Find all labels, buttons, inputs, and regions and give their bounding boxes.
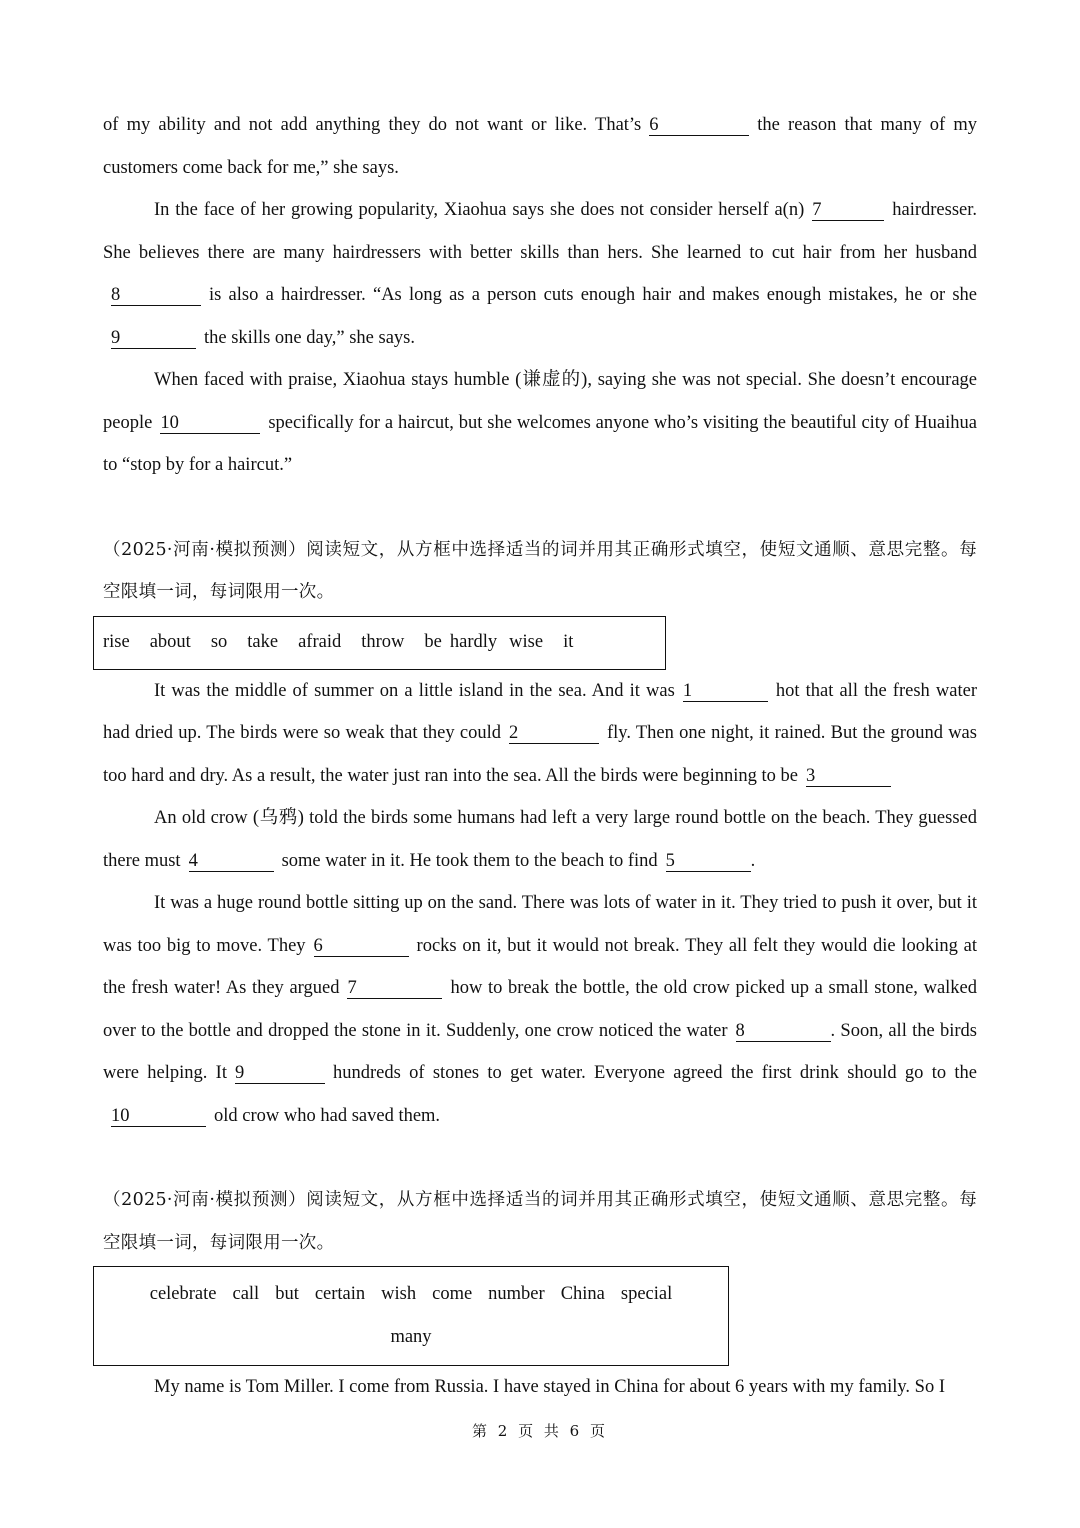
blank-4[interactable]: 4 (189, 851, 274, 872)
text: In the face of her growing popularity, Xiaohua says she does not consider herself a(n) (154, 200, 805, 220)
word-option: celebrate (149, 1284, 217, 1304)
blank-6[interactable]: 6 (314, 936, 409, 957)
text: old crow who had saved them. (214, 1105, 441, 1126)
question2-paragraph-3 (103, 882, 977, 1137)
word-option: but (275, 1284, 299, 1304)
blank-8[interactable]: 8 (736, 1021, 831, 1042)
text: the reason that many of my customers come back for me,” she says. (103, 115, 978, 178)
text: of my ability and not add anything they do not want or like. That’s (103, 115, 642, 135)
blank-5[interactable]: 5 (666, 851, 751, 872)
blank-10[interactable]: 10 (160, 413, 260, 434)
text: the skills one day,” she says. (204, 327, 415, 348)
question3-word-box (93, 1266, 729, 1366)
word-option: rise (103, 632, 130, 652)
blank-8[interactable]: 8 (111, 285, 201, 306)
blank-2[interactable]: 2 (509, 723, 599, 744)
question2-paragraph-2 (103, 797, 977, 882)
text: An old crow (乌鸦) told the birds some humans had left a very large round bottle on the beach. They guessed there must (103, 808, 977, 871)
word-option: call (232, 1284, 260, 1304)
word-option: many (390, 1327, 432, 1347)
blank-9[interactable]: 9 (235, 1063, 325, 1084)
word-option: take (247, 632, 279, 652)
word-option: about (149, 632, 191, 652)
question2-paragraph-1 (103, 670, 977, 798)
blank-7[interactable]: 7 (347, 978, 442, 999)
word-option: it (563, 632, 574, 652)
question2-instruction: （2025·河南·模拟预测）阅读短文，从方框中选择适当的词并用其正确形式填空，使短文通顺、意思完整。每空限填一词，每词限用一次。 (103, 539, 977, 602)
passage1-paragraph-1 (103, 104, 977, 189)
blank-3[interactable]: 3 (806, 766, 891, 787)
word-option: afraid (298, 632, 342, 652)
text: hundreds of stones to get water. Everyone agreed the first drink should go to the (333, 1063, 977, 1083)
text: It was the middle of summer on a little island in the sea. And it was (154, 680, 675, 701)
text: . Soon, all the birds were helping. It (103, 1020, 977, 1083)
word-option: be (424, 632, 442, 652)
text: some water in it. He took them to the beach to find (281, 850, 658, 871)
blank-1[interactable]: 1 (683, 681, 768, 702)
text: how to break the bottle, the old crow picked up a small stone, walked over to the bottle and dropped the stone in it. Suddenly, one crow noticed the water (103, 978, 978, 1041)
blank-6[interactable]: 6 (649, 115, 749, 136)
document-page (103, 104, 977, 1409)
page-footer: 第 2 页 共 6 页 (472, 1422, 608, 1440)
passage1-paragraph-2 (103, 189, 977, 359)
word-option: throw (361, 632, 405, 652)
word-option: wise (509, 632, 544, 652)
text: specifically for a haircut, but she welcomes anyone who’s visiting the beautiful city of Huaihua to “stop by for a haircut.” (103, 412, 977, 475)
word-option: wish (381, 1284, 417, 1304)
text: When faced with praise, Xiaohua stays humble (谦虚的), saying she was not special. She doesn’t encourage people (103, 370, 977, 433)
question3-instruction: （2025·河南·模拟预测）阅读短文，从方框中选择适当的词并用其正确形式填空，使短文通顺、意思完整。每空限填一词，每词限用一次。 (103, 1190, 977, 1253)
text: It was a huge round bottle sitting up on the sand. There was lots of water in it. They tried to push it over, but it was too big to move. They (103, 893, 977, 956)
text: hairdresser. She believes there are many hairdressers with better skills than hers. She learned to cut hair from her husband (103, 200, 977, 263)
word-option: so (210, 632, 228, 652)
text: hot that all the fresh water had dried up. The birds were so weak that they could (103, 680, 977, 743)
word-option: come (432, 1284, 473, 1304)
question2-word-box (93, 616, 666, 670)
text: . (750, 850, 756, 871)
word-option: China (560, 1284, 605, 1304)
question3-paragraph-1: My name is Tom Miller. I come from Russia. I have stayed in China for about 6 years with my family. So I (154, 1377, 945, 1397)
passage1-paragraph-3 (103, 359, 977, 487)
blank-10[interactable]: 10 (111, 1106, 206, 1127)
text: fly. Then one night, it rained. But the ground was too hard and dry. As a result, the water just ran into the sea. All the birds were beginning to be (103, 723, 977, 786)
word-option: hardly (449, 632, 498, 652)
word-option: special (620, 1284, 673, 1304)
word-option: certain (314, 1284, 366, 1304)
blank-7[interactable]: 7 (812, 200, 884, 221)
blank-9[interactable]: 9 (111, 328, 196, 349)
text: is also a hairdresser. “As long as a person cuts enough hair and makes enough mistakes, he or she (209, 285, 977, 305)
text: rocks on it, but it would not break. They all felt they would die looking at the fresh water! As they argued (103, 935, 977, 998)
word-option: number (488, 1284, 545, 1304)
